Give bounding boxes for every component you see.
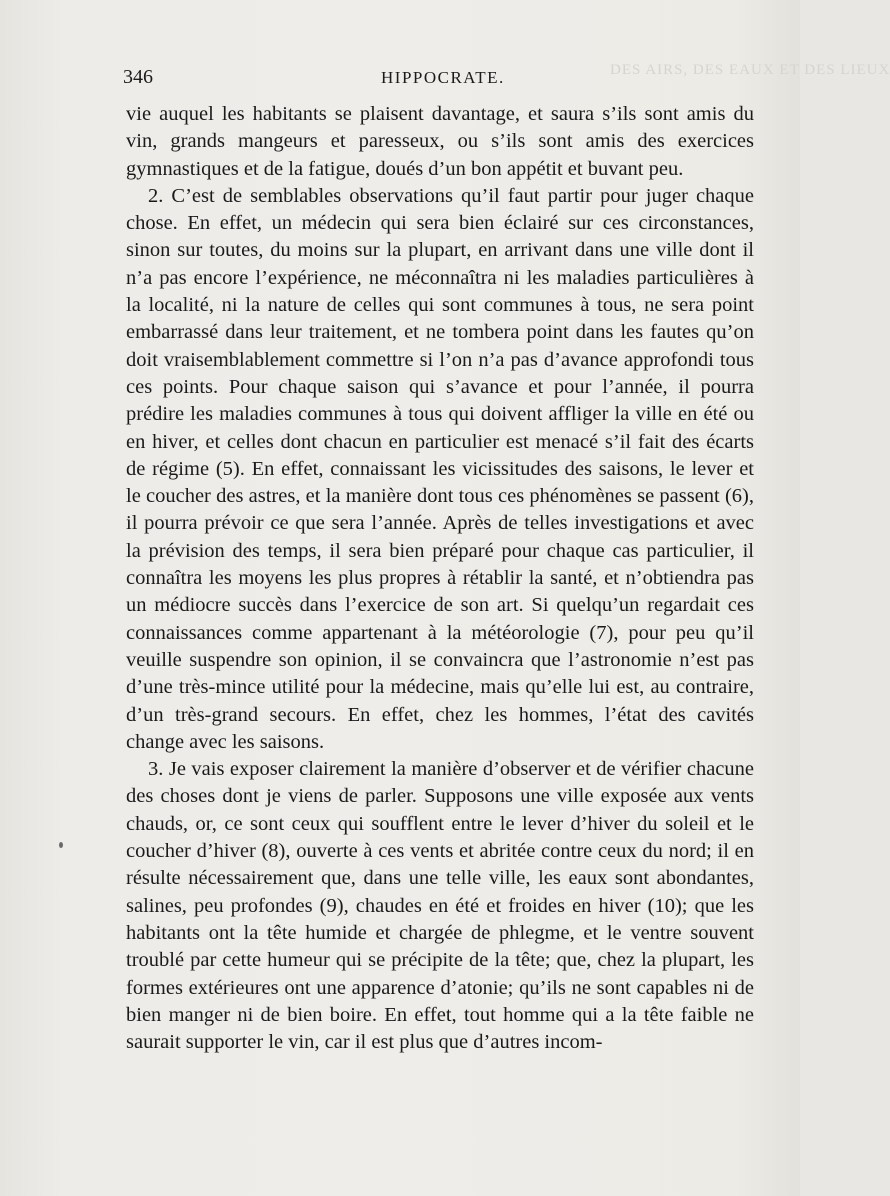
- paragraph-continuation: vie auquel les habitants se plaisent davantage, et saura s’ils sont amis du vin, grands mangeurs et paresseux, ou s’ils sont amis des exercices gymnastiques et de la fatigue, doués d’un bon appétit et buvant peu.: [126, 103, 754, 180]
- paragraph-2: 2. C’est de semblables observations qu’il faut partir pour juger chaque chose. En effet, un médecin qui sera bien éclairé sur ces circonstances, sinon sur toutes, du moins sur la plupart, en arrivant dans une ville dont il n’a pas encore l’expérience, ne méconnaîtra ni les maladies particulières à la localité, ni la nature de celles qui sont communes à tous, ne sera point embarrassé dans leur traitement, et ne tombera point dans les fautes qu’on doit vraisemblablement commettre si l’on n’a pas d’avance approfondi tous ces points. Pour chaque saison qui s’avance et pour l’année, il pourra prédire les maladies communes à tous qui doivent affliger la ville en été ou en hiver, et celles dont chacun en particulier est menacé s’il fait des écarts de régime (5). En effet, connaissant les vicissitudes des saisons, le lever et le coucher des astres, et la manière dont tous ces phénomènes se passent (6), il pourra prévoir ce que sera l’année. Après de telles investigations et avec la prévision des temps, il sera bien préparé pour chaque cas particulier, il connaîtra les moyens les plus propres à rétablir la santé, et n’obtiendra pas un médiocre succès dans l’exercice de son art. Si quelqu’un regardait ces connaissances comme appartenant à la météorologie (7), pour peu qu’il veuille suspendre son opinion, il se convaincra que l’astronomie n’est pas d’une très-mince utilité pour la médecine, mais qu’elle lui est, au contraire, d’un très-grand secours. En effet, chez les hommes, l’état des cavités change avec les saisons.: [126, 184, 754, 753]
- running-title: HIPPOCRATE.: [381, 68, 505, 87]
- page-number: 346: [123, 66, 153, 88]
- body-text: [126, 101, 754, 1056]
- ink-speck: [59, 842, 63, 848]
- paragraph-3: 3. Je vais exposer clairement la manière d’observer et de vérifier chacune des choses dont je viens de parler. Supposons une ville exposée aux vents chauds, or, ce sont ceux qui soufflent entre le lever d’hiver du soleil et le coucher d’hiver (8), ouverte à ces vents et abritée contre ceux du nord; il en résulte nécessairement que, dans une telle ville, les eaux sont abondantes, salines, peu profondes (9), chaudes en été et froides en hiver (10); que les habitants ont la tête humide et chargée de phlegme, et le ventre souvent troublé par cette humeur qui se précipite de la tête; que, chez la plupart, les formes extérieures ont une apparence d’atonie; qu’ils ne sont capables ni de bien manger ni de bien boire. En effet, tout homme qui a la tête faible ne saurait supporter le vin, car il est plus que d’autres incom-: [126, 758, 754, 1054]
- bleed-through-text: DES AIRS, DES EAUX ET DES LIEUX: [610, 62, 890, 78]
- running-head: [123, 66, 763, 94]
